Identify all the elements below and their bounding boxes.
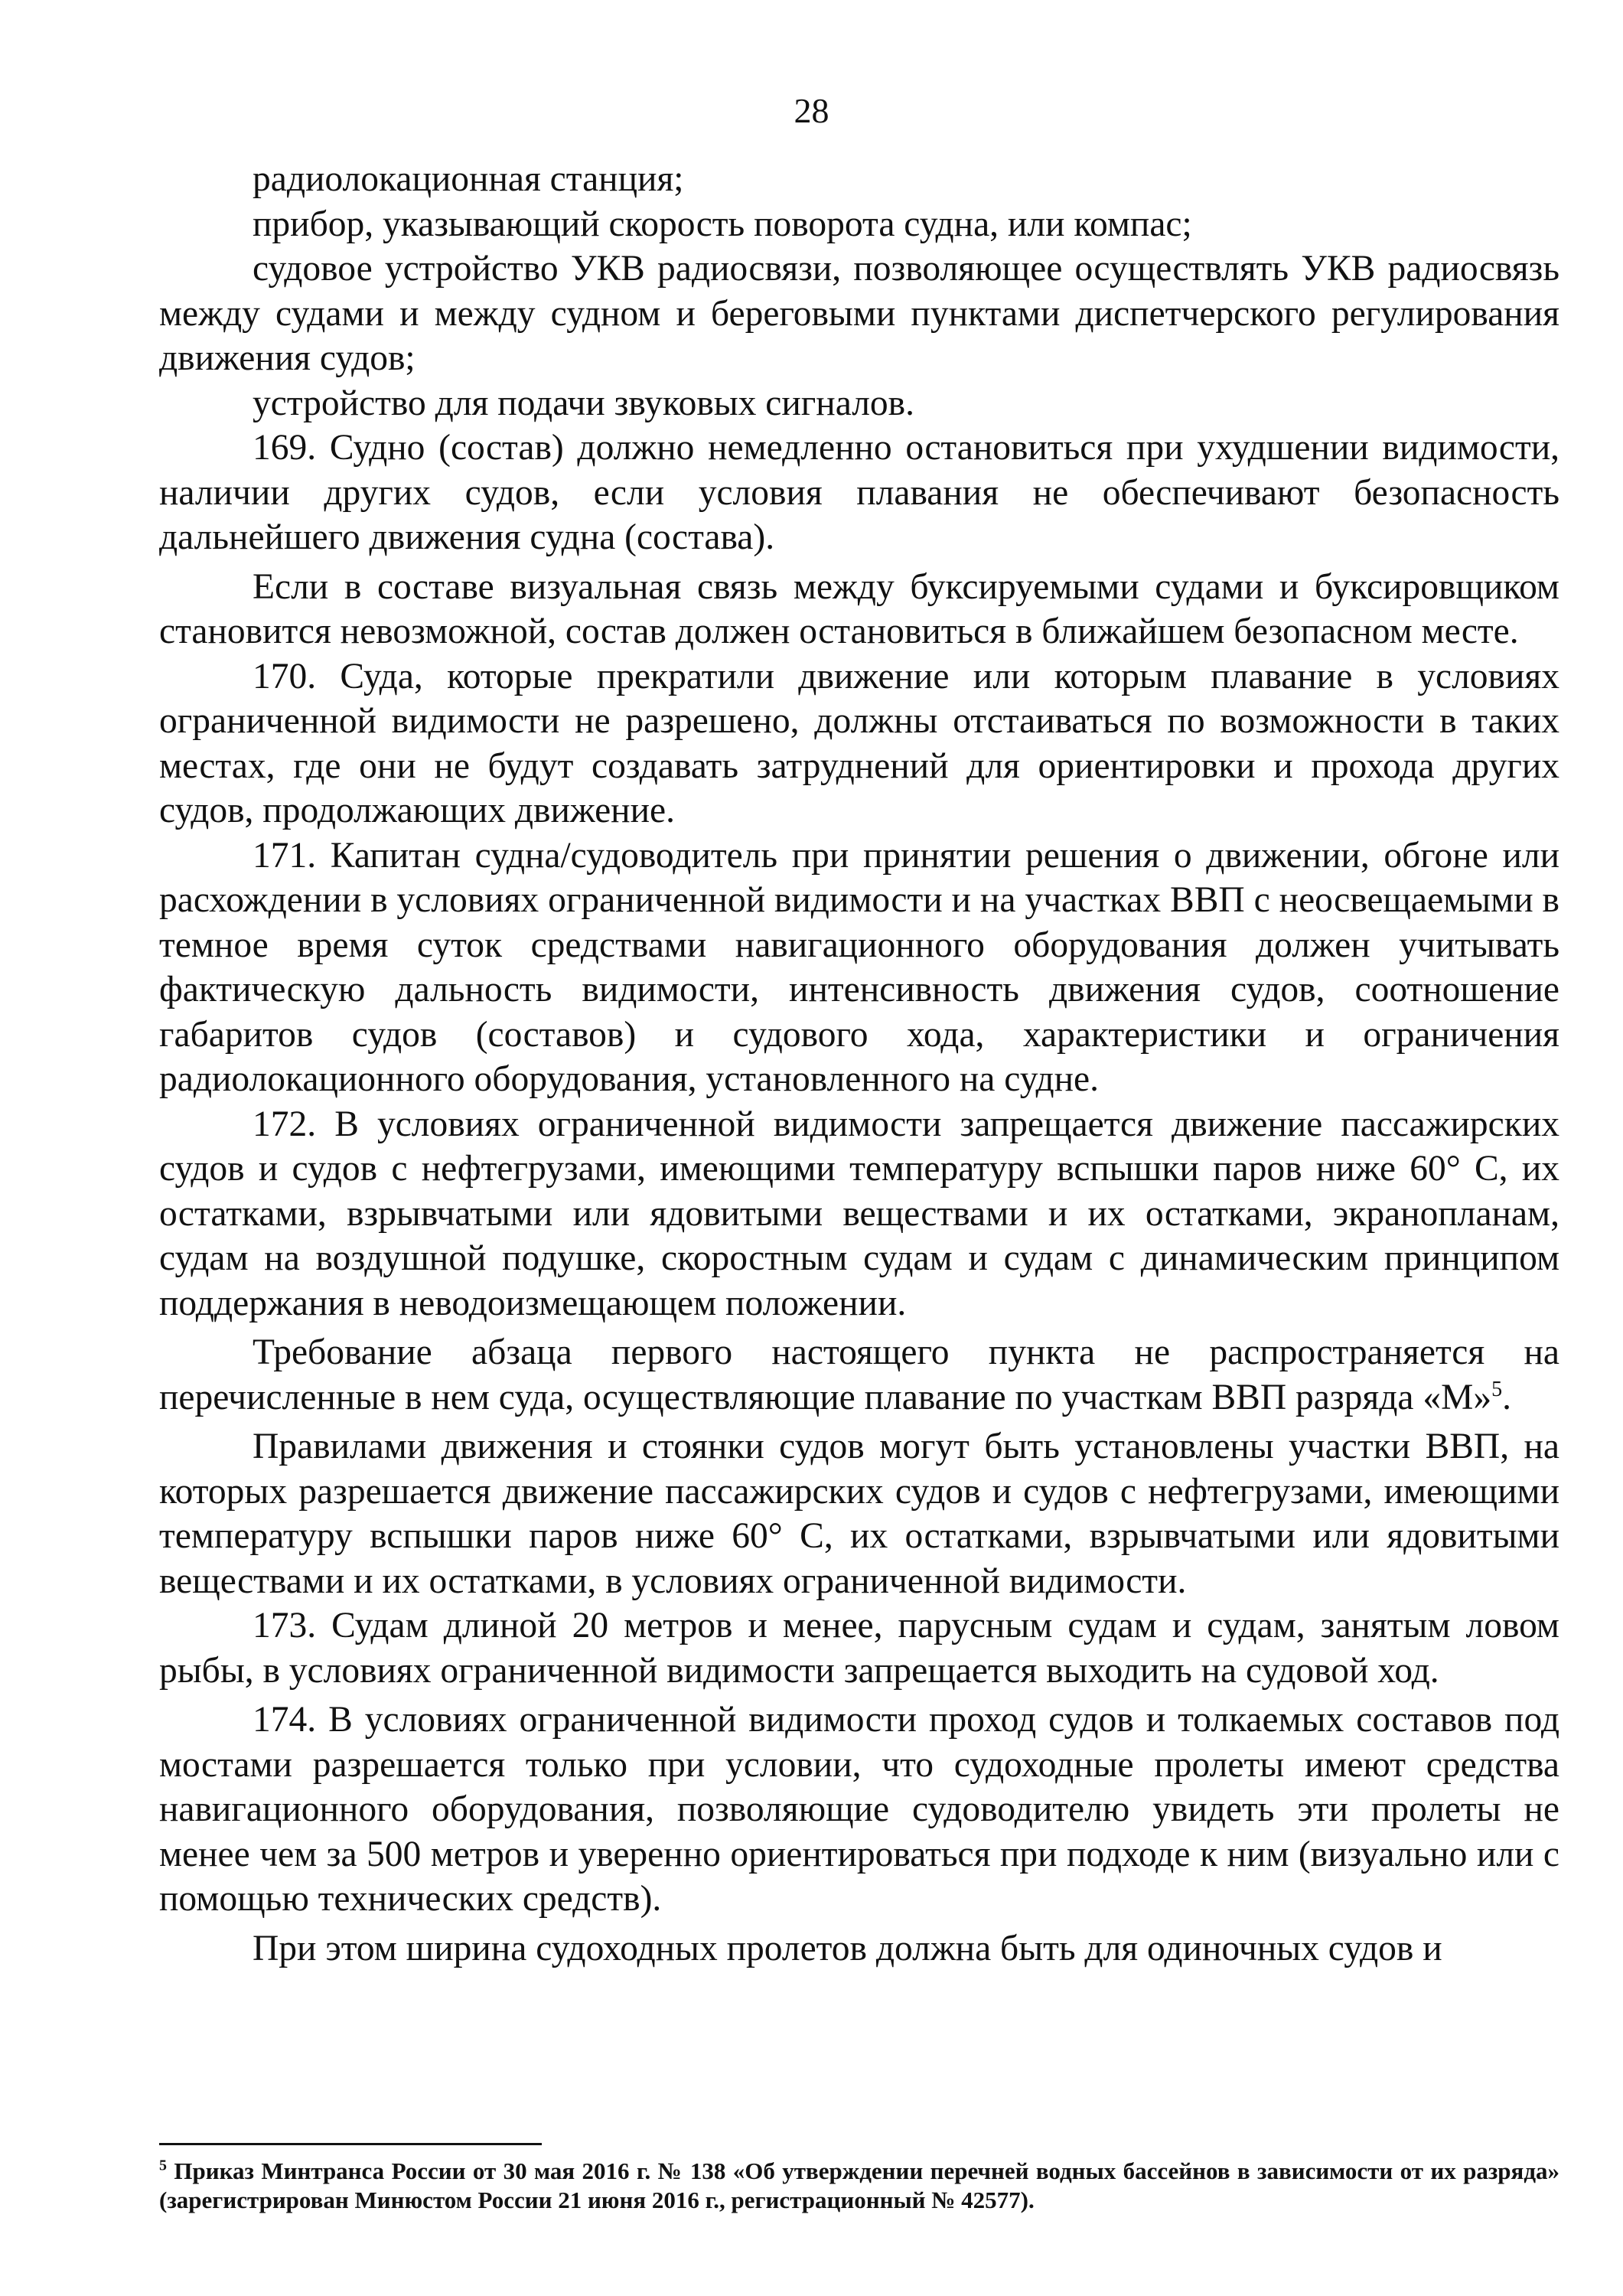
document-body	[159, 157, 1559, 1971]
paragraph-174: 174. В условиях ограниченной видимости проход судов и толкаемых составов под мостами разрешается только при условии, что судоходные пролеты имеют средства навигационного оборудования, позволяющие судоводителю увидеть эти пролеты не менее чем за 500 метров и уверенно ориентироваться при подходе к ним (визуально или с помощью технических средств).	[159, 1700, 1559, 1919]
paragraph-173: 173. Судам длиной 20 метров и менее, парусным судам и судам, занятым ловом рыбы, в условиях ограниченной видимости запрещается выходить на судовой ход.	[159, 1606, 1559, 1691]
paragraph: прибор, указывающий скорость поворота судна, или компас;	[253, 204, 1192, 244]
footnote-separator	[159, 2143, 542, 2145]
paragraph-172: 172. В условиях ограниченной видимости запрещается движение пассажирских судов и судов с нефтегрузами, имеющими температуру вспышки паров ниже 60° С, их остатками, взрывчатыми или ядовитыми веществами и их остатками, экранопланам, судам на воздушной подушке, скоростным судам и судам с динамическим принципом поддержания в неводоизмещающем положении.	[159, 1104, 1559, 1323]
footnote-marker: 5	[159, 2157, 167, 2174]
paragraph: судовое устройство УКВ радиосвязи, позволяющее осуществлять УКВ радиосвязь между судами и между судном и береговыми пунктами диспетчерского регулирования движения судов;	[159, 249, 1559, 378]
paragraph-text: Требование абзаца первого настоящего пункта не распространяется на перечисленные в нем суда, осуществляющие плавание по участкам ВВП разряда «М»	[159, 1332, 1559, 1417]
paragraph: При этом ширина судоходных пролетов должна быть для одиночных судов и	[253, 1928, 1442, 1968]
paragraph-169: 169. Судно (состав) должно немедленно остановиться при ухудшении видимости, наличии других судов, если условия плавания не обеспечивают безопасность дальнейшего движения судна (состава).	[159, 428, 1559, 557]
footnote-reference: 5	[1491, 1377, 1503, 1401]
paragraph: устройство для подачи звуковых сигналов.	[253, 383, 914, 423]
paragraph: Правилами движения и стоянки судов могут быть установлены участки ВВП, на которых разрешается движение пассажирских судов и судов с нефтегрузами, имеющими температуру вспышки паров ниже 60° С, их остатками, взрывчатыми или ядовитыми веществами и их остатками, в условиях ограниченной видимости.	[159, 1427, 1559, 1601]
paragraph-171: 171. Капитан судна/судоводитель при принятии решения о движении, обгоне или расхождении в условиях ограниченной видимости и на участках ВВП с неосвещаемыми в темное время суток средствами навигационного оборудования должен учитывать фактическую дальность видимости, интенсивность движения судов, соотношение габаритов судов (составов) и судового хода, характеристики и ограничения радиолокационного оборудования, установленного на судне.	[159, 835, 1559, 1099]
page-number: 28	[794, 91, 829, 130]
paragraph	[159, 1330, 1559, 1420]
paragraph: Если в составе визуальная связь между буксируемыми судами и буксировщиком становится невозможной, состав должен остановиться в ближайшем безопасном месте.	[159, 566, 1559, 651]
paragraph: радиолокационная станция;	[253, 159, 684, 199]
paragraph-end: .	[1502, 1377, 1511, 1417]
paragraph-170: 170. Суда, которые прекратили движение или которым плавание в условиях ограниченной видимости не разрешено, должны отстаиваться по возможности в таких местах, где они не будут создавать затруднений для ориентировки и прохода других судов, продолжающих движение.	[159, 656, 1559, 830]
footnote	[159, 2157, 1559, 2215]
footnote-text: Приказ Минтранса России от 30 мая 2016 г. № 138 «Об утверждении перечней водных бассейнов в зависимости от их разряда» (зарегистрирован Минюстом России 21 июня 2016 г., регистрационный № 42577).	[159, 2157, 1559, 2213]
